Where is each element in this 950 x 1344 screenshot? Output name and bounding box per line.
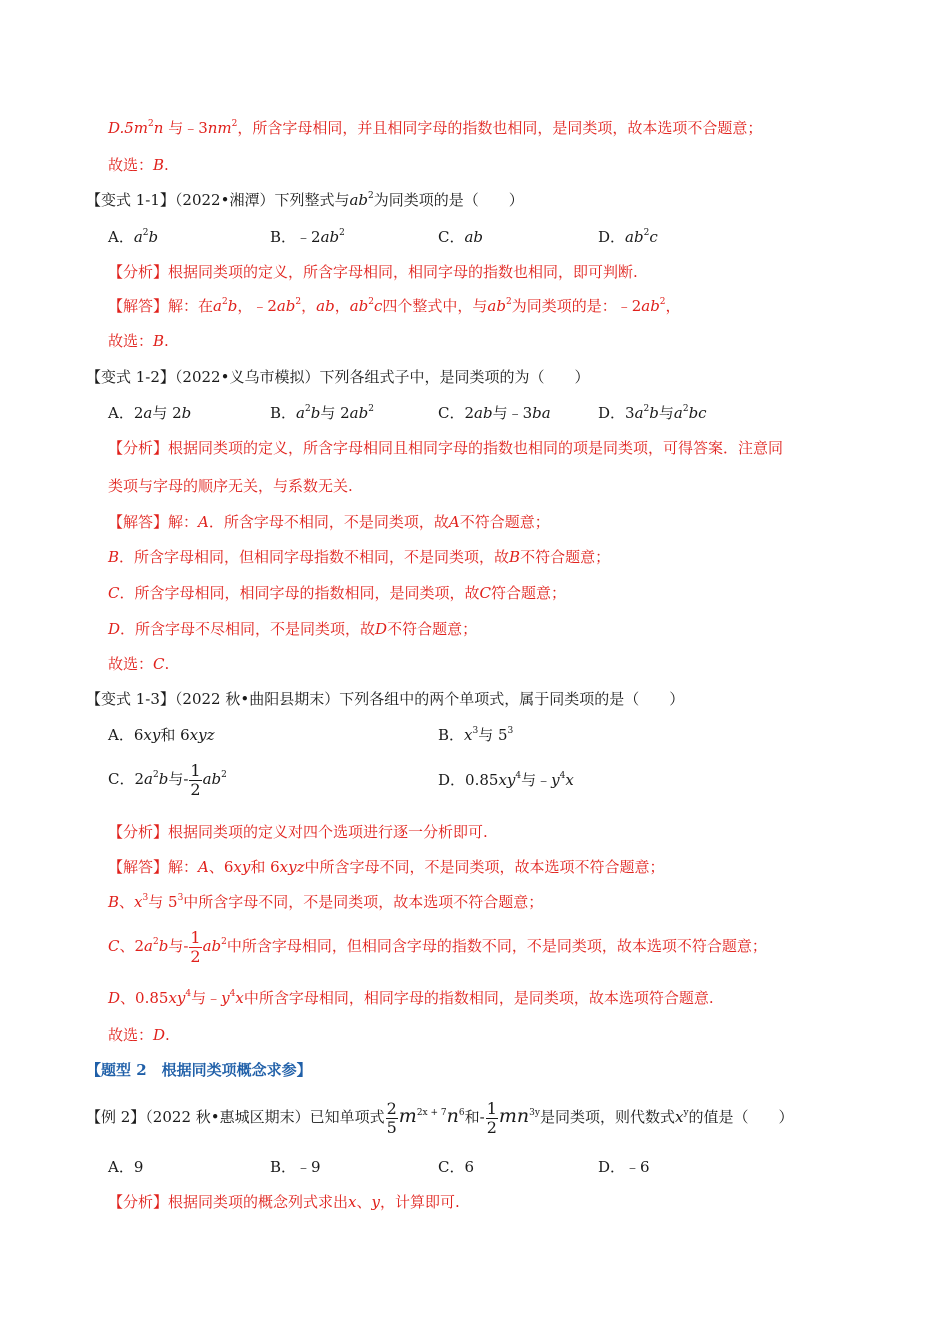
analysis: 【分析】根据同类项的定义对四个选项进行逐一分析即可. [108,823,488,841]
answer-line: 故选：C. [108,655,170,673]
analysis: 【分析】根据同类项的定义，所含字母相同且相同字母的指数也相同的项是同类项，可得答案．注意同 [108,439,784,457]
solution-c: C．所含字母相同，相同字母的指数相同，是同类项，故C符合题意； [108,584,566,602]
variant-1-1-question: 【变式 1-1】（2022•湘潭）下列整式与$ab^2$为同类项的是（ ） [86,191,524,209]
option-b: B．$a^2b$与 $2ab^2$ [270,404,374,422]
answer-line: 故选：D. [108,1026,170,1044]
option-b: B．$﹣2ab^2$ [270,228,345,246]
option-a: A．6xy和 6xyz [108,726,215,744]
fraction-one-half: $\frac{1}{2}$ [190,760,201,799]
solution-d: D、$0.85xy^4$与$﹣y^4x$中所含字母相同，相同字母的指数相同，是同类项，故本选项符合题意. [108,989,714,1007]
option-c: C．ab [438,228,484,246]
option-d: D．$3a^2b$与$a^2bc$ [598,404,707,422]
option-a: A．$a^2b$ [108,228,159,246]
fraction-two-fifths: $\frac{2}{5}$ [386,1098,397,1137]
solution-a: 【解答】解：A．所含字母不相同，不是同类项，故A不符合题意； [108,513,550,531]
option-c: C．6 [438,1158,475,1176]
analysis: 【分析】根据同类项的定义，所含字母相同，相同字母的指数也相同，即可判断. [108,263,638,281]
option-b: B．$x^3$与 $5^3$ [438,726,514,744]
option-c: C．2ab与﹣3ba [438,404,551,422]
option-d: D．﹣6 [598,1158,650,1176]
solution: 【解答】解：在$a^2b$，$﹣2ab^2$，ab，$ab^2c$四个整式中，与$ab^2$为同类项的是：$﹣2ab^2$， [108,297,681,315]
solution-line-d: $D.5m^2n$ 与$﹣3nm^2$，所含字母相同，并且相同字母的指数也相同，是同类项，故本选项不合题意； [108,119,763,137]
option-b: B．﹣9 [270,1158,321,1176]
analysis-continued: 类项与字母的顺序无关，与系数无关. [108,477,353,495]
solution-b: B．所含字母相同，但相同字母指数不相同，不是同类项，故B不符合题意； [108,548,611,566]
option-d: D．$0.85xy^4$与$﹣y^4x$ [438,771,574,789]
option-a: A．2a与 2b [108,404,192,422]
variant-1-3-question: 【变式 1-3】（2022 秋•曲阳县期末）下列各组中的两个单项式，属于同类项的是（ ） [86,690,685,708]
option-a: A．9 [108,1158,144,1176]
answer-line: 故选：B. [108,332,169,350]
option-d: D．$ab^2c$ [598,228,658,246]
analysis: 【分析】根据同类项的概念列式求出x、y，计算即可. [108,1193,460,1211]
variant-1-2-question: 【变式 1-2】（2022•义乌市模拟）下列各组式子中，是同类项的为（ ） [86,368,590,386]
solution-b: B、$x^3$与 $5^3$中所含字母不同，不是同类项，故本选项不符合题意； [108,893,544,911]
answer-line: 故选：B. [108,156,169,174]
fraction-one-half: $\frac{1}{2}$ [190,927,201,966]
solution-d: D．所含字母不尽相同，不是同类项，故D不符合题意； [108,620,478,638]
fraction-one-half: $\frac{1}{2}$ [486,1098,497,1137]
option-c: C．$2a^2b$与- $\frac{1}{2}$ $ab^2$ [108,760,227,799]
example-2-question: 【例 2】（2022 秋•惠城区期末）已知单项式 $\frac{2}{5}$ $m^{2x + 7}n^6$和- $\frac{1}{2}$ $mn^{3y}$是同类项，则代数式$x^y$的值是（ ） [86,1098,794,1137]
solution-a: 【解答】解：A、6xy和 6xyz中所含字母不同，不是同类项，故本选项不符合题意； [108,858,665,876]
solution-c: C、$2a^2b$与- $\frac{1}{2}$ $ab^2$中所含字母相同，但相同含字母的指数不同，不是同类项，故本选项不符合题意； [108,927,767,966]
topic-heading: 【题型 2 根据同类项概念求参】 [86,1061,312,1079]
